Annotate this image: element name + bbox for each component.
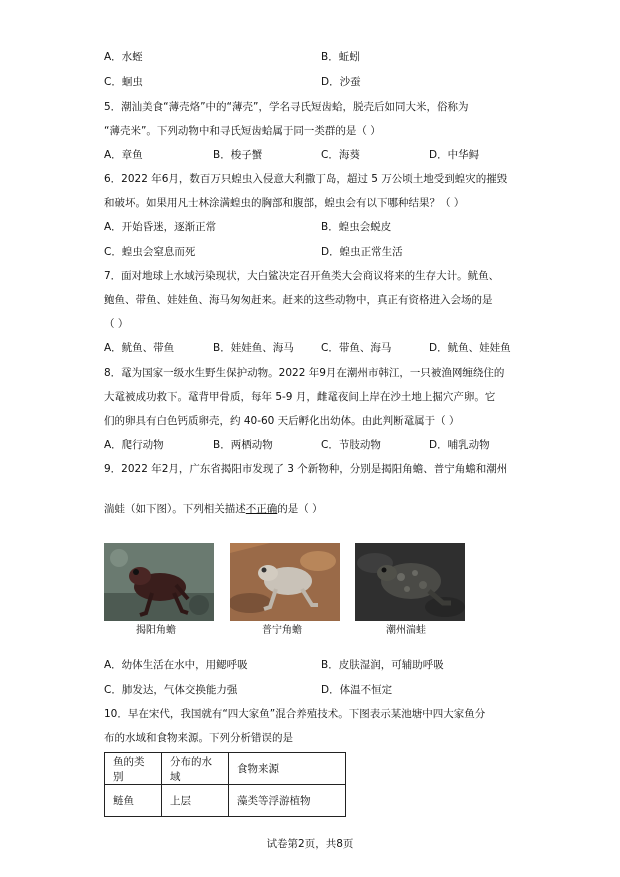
- q9-option-b: B．皮肤湿润，可辅助呼吸: [321, 659, 444, 671]
- q5-option-b: B．梭子蟹: [213, 149, 263, 161]
- q5-option-c: C．海葵: [321, 149, 360, 161]
- table-header-cell: 食物来源: [229, 753, 346, 785]
- caption-jieyang: 揭阳角蟾: [136, 625, 176, 636]
- q7-option-c: C．带鱼、海马: [321, 342, 392, 354]
- q8-option-d: D．哺乳动物: [429, 439, 490, 451]
- q4-option-b: B．蚯蚓: [321, 51, 360, 63]
- q7-stem-line3: （ ）: [104, 318, 129, 330]
- q7-option-b: B．娃娃鱼、海马: [213, 342, 294, 354]
- q9-option-d: D．体温不恒定: [321, 684, 393, 696]
- q9-underlined-term: 不正确: [245, 503, 278, 515]
- q7-option-d: D．鱿鱼、娃娃鱼: [429, 342, 511, 354]
- q5-stem-line2: “薄壳米”。下列动物中和寻氏短齿蛤属于同一类群的是（ ）: [104, 125, 381, 137]
- table-cell: 藻类等浮游植物: [229, 785, 346, 817]
- q8-option-b: B．两栖动物: [213, 439, 273, 451]
- q8-stem-line3: 们的卵具有白色钙质卵壳，约 40-60 天后孵化出幼体。由此判断鼋属于（ ）: [104, 415, 460, 427]
- frog-photo-jieyang: [104, 543, 214, 621]
- q7-option-a: A．鱿鱼、带鱼: [104, 342, 175, 354]
- q4-option-d: D．沙蚕: [321, 76, 361, 88]
- q9-option-a: A．幼体生活在水中，用鳃呼吸: [104, 659, 248, 671]
- page-footer: 试卷第2页，共8页: [266, 838, 354, 850]
- fish-distribution-table: [104, 752, 346, 817]
- q6-option-d: D．蝗虫正常生活: [321, 246, 403, 258]
- q8-stem-line2: 大鼋被成功救下。鼋背甲骨质，每年 5-9 月，雌鼋夜间上岸在沙土地上掘穴产卵。它: [104, 391, 496, 403]
- frog-photo-puning: [230, 543, 340, 621]
- table-header-cell: 分布的水域: [162, 753, 229, 785]
- table-header-row: [105, 753, 346, 785]
- q6-option-b: B．蝗虫会蜕皮: [321, 221, 392, 233]
- q5-option-a: A．章鱼: [104, 149, 143, 161]
- q6-stem-line2: 和破坏。如果用凡士林涂满蝗虫的胸部和腹部，蝗虫会有以下哪种结果？（ ）: [104, 197, 465, 209]
- q5-option-d: D．中华鲟: [429, 149, 480, 161]
- q10-stem-line2: 布的水域和食物来源。下列分析错误的是: [104, 732, 293, 744]
- q4-option-a: A．水蛭: [104, 51, 143, 63]
- q9-stem-line2: 湍蛙（如下图）。下列相关描述不正确的是（ ）: [104, 503, 323, 515]
- q5-stem-line1: 5．潮汕美食“薄壳烙”中的“薄壳”，学名寻氏短齿蛤，脱壳后如同大米，俗称为: [104, 101, 469, 113]
- q10-stem-line1: 10．早在宋代，我国就有“四大家鱼”混合养殖技术。下图表示某池塘中四大家鱼分: [104, 708, 486, 720]
- q7-stem-line2: 鲍鱼、带鱼、娃娃鱼、海马匆匆赶来。赶来的这些动物中，真正有资格进入会场的是: [104, 294, 493, 306]
- table-header-cell: 鱼的类别: [105, 753, 162, 785]
- q4-option-c: C．蛔虫: [104, 76, 143, 88]
- frog-photo-chaozhou: [355, 543, 465, 621]
- q6-stem-line1: 6．2022 年6月，数百万只蝗虫入侵意大利撒丁岛，超过 5 万公顷土地受到蝗灾的摧毁: [104, 173, 508, 185]
- table-cell: 上层: [162, 785, 229, 817]
- q8-option-c: C．节肢动物: [321, 439, 381, 451]
- q6-option-a: A．开始昏迷，逐渐正常: [104, 221, 217, 233]
- q9-option-c: C．肺发达，气体交换能力强: [104, 684, 238, 696]
- q8-option-a: A．爬行动物: [104, 439, 164, 451]
- table-row: [105, 785, 346, 817]
- q6-option-c: C．蝗虫会窒息而死: [104, 246, 196, 258]
- caption-chaozhou: 潮州湍蛙: [386, 625, 426, 636]
- q8-stem-line1: 8．鼋为国家一级水生野生保护动物。2022 年9月在潮州市韩江，一只被渔网缠绕住的: [104, 367, 505, 379]
- table-cell: 鲢鱼: [105, 785, 162, 817]
- q7-stem-line1: 7．面对地球上水域污染现状，大白鲨决定召开鱼类大会商议将来的生存大计。鱿鱼、: [104, 270, 500, 282]
- caption-puning: 普宁角蟾: [262, 625, 302, 636]
- q9-stem-line1: 9．2022 年2月，广东省揭阳市发现了 3 个新物种，分别是揭阳角蟾、普宁角蟾和潮州: [104, 463, 508, 475]
